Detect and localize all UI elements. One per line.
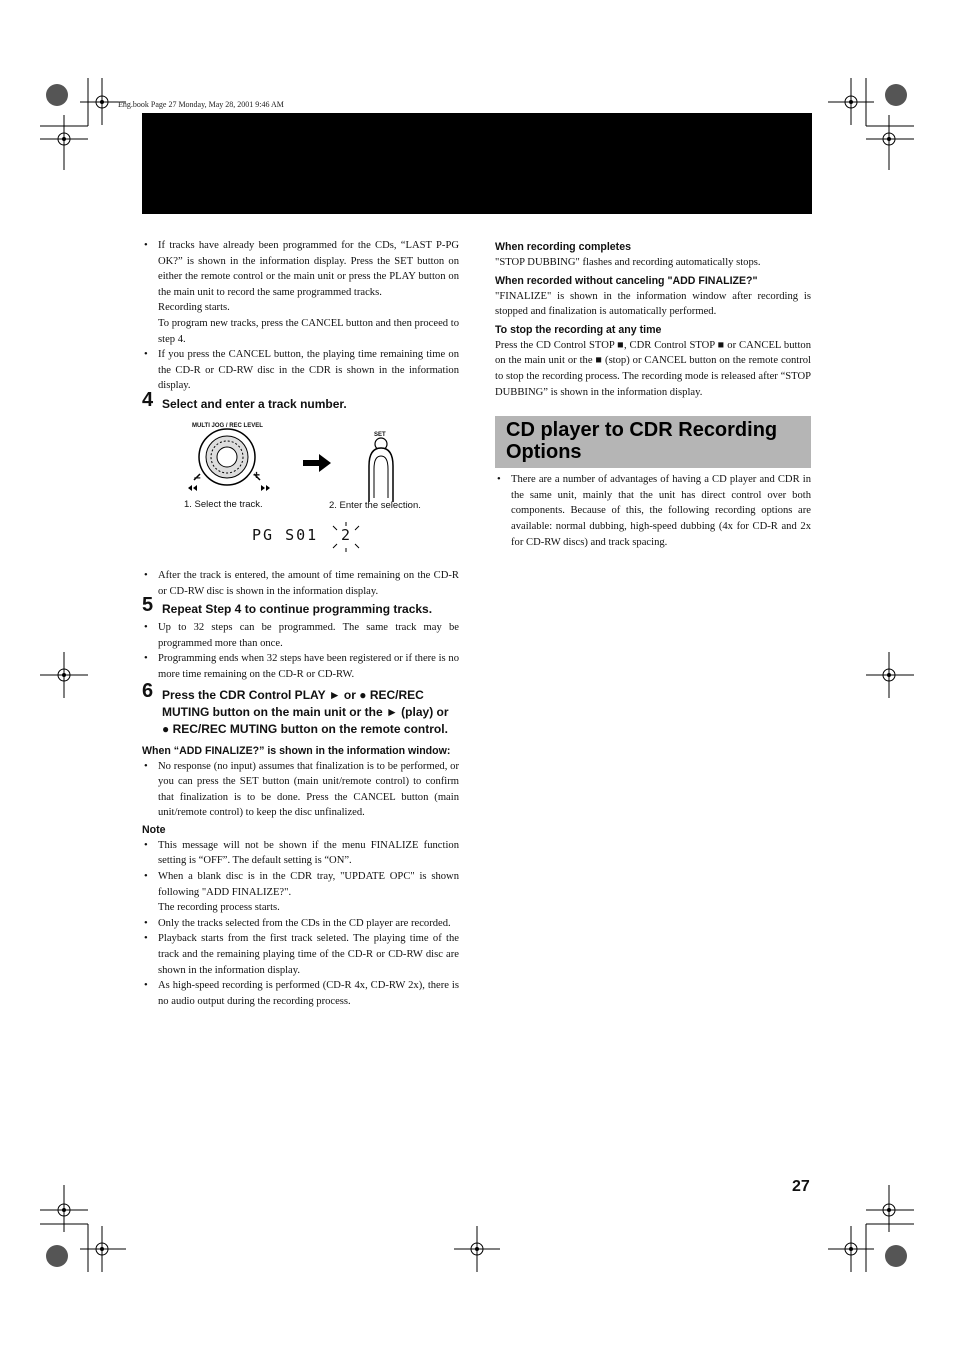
bullet-list-step4 xyxy=(142,568,459,599)
list-item: • This message will not be shown if the menu FINALIZE function setting is “OFF”. The default setting is “ON”. xyxy=(142,838,459,869)
set-label: SET xyxy=(374,431,386,438)
step-6-heading: 6 Press the CDR Control PLAY ► or ● REC/REC MUTING button on the main unit or the ► (play) or ● REC/REC MUTING button on the remote control. xyxy=(142,679,449,736)
section-bullet-list xyxy=(495,472,811,550)
section-title-box xyxy=(495,416,811,468)
list-item: • Programming ends when 32 steps have been registered or if there is no more time remaining on the CD-R or CD-RW. xyxy=(142,651,459,682)
section-title: CD player to CDR Recording Options xyxy=(506,419,778,464)
lcd-flashing-digit: 2 xyxy=(341,525,353,544)
list-item: • If tracks have already been programmed for the CDs, “LAST P-PG OK?” is shown in the information display. Press the SET button on either the remote control or the main unit or press the PLAY button on the main unit to record the same programmed tracks. Recording starts. To program new tracks, press the CANCEL button and then proceed to step 4. xyxy=(142,238,459,347)
stop-recording-text: Press the CD Control STOP ■, CDR Control STOP ■ or CANCEL button on the main unit or the ■ (stop) or CANCEL button on the remote control to stop the recording process. The recording mode is released after “STOP DUBBING” is shown in the information display. xyxy=(495,339,811,398)
step-5-heading: 5 Repeat Step 4 to continue programming tracks. xyxy=(142,594,433,617)
track-select-figure xyxy=(142,416,459,566)
stop-recording-heading: To stop the recording at any time xyxy=(495,323,662,336)
note-list xyxy=(142,838,459,1010)
bullet-list-top xyxy=(142,238,459,394)
page-number: 27 xyxy=(792,1178,810,1195)
list-item: • No response (no input) assumes that finalization is to be performed, or you can press the SET button (main unit/remote control) to confirm that finalization is to be done. Press the CANCEL button (main unit/remote control) to keep the disc unfinalized. xyxy=(142,759,459,821)
plus-sign: + xyxy=(253,467,261,482)
header-band xyxy=(142,113,812,214)
set-button-illustration-icon xyxy=(366,436,396,504)
list-item: • If you press the CANCEL button, the playing time remaining time on the CD-R or CD-RW disc in the CDR is shown in the information display. xyxy=(142,347,459,394)
flashing-indicator-icon xyxy=(331,522,361,552)
list-item: • When a blank disc is in the CDR tray, "UPDATE OPC" is shown following "ADD FINALIZE?". The recording process starts. xyxy=(142,869,459,916)
figure-caption-1: 1. Select the track. xyxy=(184,498,263,510)
list-item: • There are a number of advantages of having a CD player and CDR in the same unit, mainly that the unit has direct control over both components. Because of this, the following recording options are available: normal dubbing, high-speed dubbing (4x for CD-R and 2x for CD-RW discs) and track spacing. xyxy=(495,472,811,550)
dial-label: MULTI JOG / REC LEVEL xyxy=(192,422,263,429)
list-item: • Only the tracks selected from the CDs in the CD player are recorded. xyxy=(142,916,459,932)
arrow-right-icon xyxy=(303,454,331,472)
without-canceling-heading: When recorded without canceling "ADD FINALIZE?" xyxy=(495,274,758,287)
recording-completes-heading: When recording completes xyxy=(495,241,631,253)
figure-caption-2: 2. Enter the selection. xyxy=(329,499,421,511)
left-column xyxy=(142,238,459,1009)
finalize-subheading: When “ADD FINALIZE?” is shown in the information window: xyxy=(142,744,451,757)
list-item: • Playback starts from the first track seleted. The playing time of the track and the remaining playing time of the CD-R or CD-RW disc are shown in the information display. xyxy=(142,931,459,978)
bullet-list-step5 xyxy=(142,620,459,682)
minus-sign: – xyxy=(194,469,201,484)
right-column xyxy=(495,238,811,550)
note-heading: Note xyxy=(142,823,166,836)
lcd-display-text: PG S01 xyxy=(252,525,319,544)
without-canceling-text: "FINALIZE" is shown in the information window after recording is stopped and finalization is automatically performed. xyxy=(495,290,811,318)
list-item: • As high-speed recording is performed (CD-R 4x, CD-RW 2x), there is no audio output during the recording process. xyxy=(142,978,459,1009)
recording-completes-text: "STOP DUBBING" flashes and recording automatically stops. xyxy=(495,257,761,268)
list-item: • After the track is entered, the amount of time remaining on the CD-R or CD-RW disc is shown in the information display. xyxy=(142,568,459,599)
list-item: • Up to 32 steps can be programmed. The same track may be programmed more than once. xyxy=(142,620,459,651)
step-4-heading: 4 Select and enter a track number. xyxy=(142,388,347,411)
print-header-line: Eng.book Page 27 Monday, May 28, 2001 9:46 AM xyxy=(118,100,284,109)
bullet-list-finalize xyxy=(142,759,459,821)
